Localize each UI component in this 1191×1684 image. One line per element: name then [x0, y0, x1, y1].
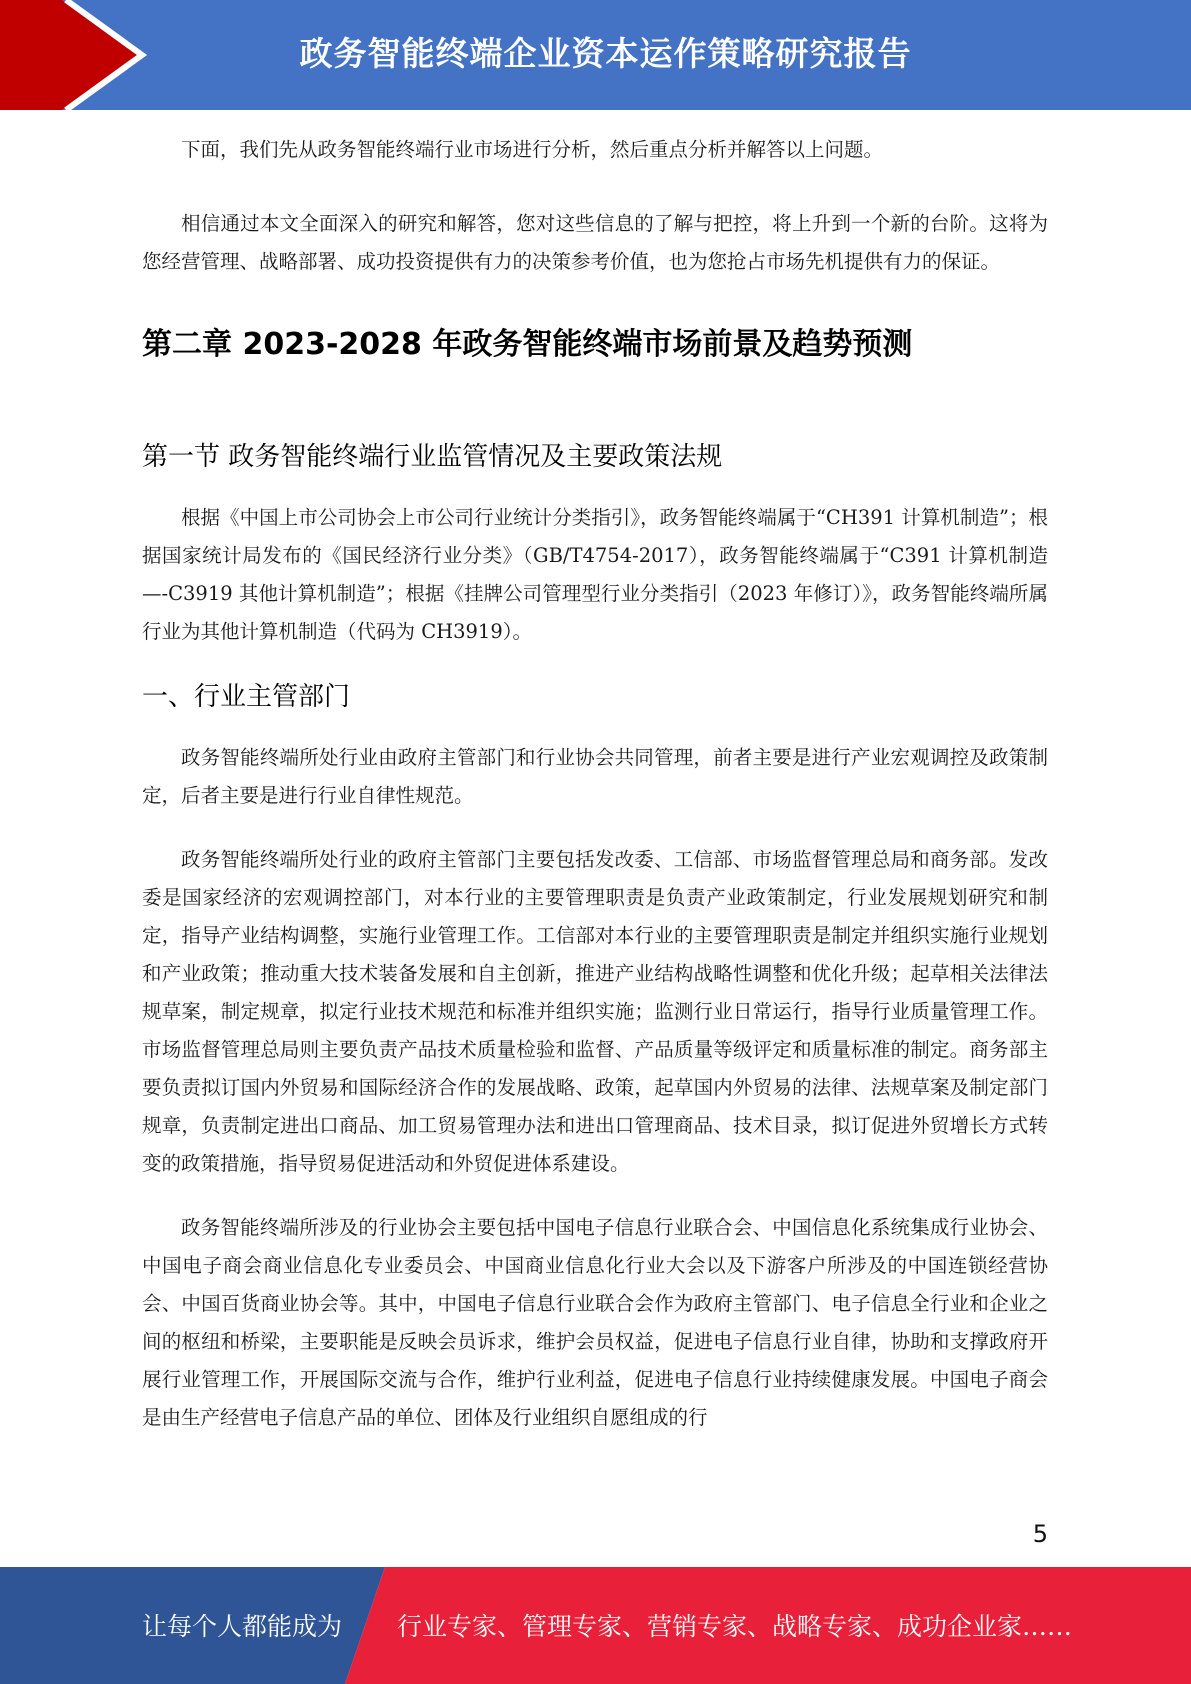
report-title: 政务智能终端企业资本运作策略研究报告 — [299, 34, 912, 73]
document-body — [142, 131, 1048, 1463]
subsection-paragraph-3: 政务智能终端所涉及的行业协会主要包括中国电子信息行业联合会、中国信息化系统集成行业协会、中国电子商会商业信息化专业委员会、中国商业信息化行业大会以及下游客户所涉及的中国连锁经营协会、中国百货商业协会等。其中，中国电子信息行业联合会作为政府主管部门、电子信息全行业和企业之间的枢纽和桥梁，主要职能是反映会员诉求，维护会员权益，促进电子信息行业自律，协助和支撑政府开展行业管理工作，开展国际交流与合作，维护行业利益，促进电子信息行业持续健康发展。中国电子商会是由生产经营电子信息产品的单位、团体及行业组织自愿组成的行 — [142, 1216, 1048, 1429]
section-title: 第一节 政务智能终端行业监管情况及主要政策法规 — [142, 442, 723, 472]
subsection-paragraph-2: 政务智能终端所处行业的政府主管部门主要包括发改委、工信部、市场监督管理总局和商务部。发改委是国家经济的宏观调控部门，对本行业的主要管理职责是负责产业政策制定，行业发展规划研究和制定，指导产业结构调整，实施行业管理工作。工信部对本行业的主要管理职责是制定并组织实施行业规划和产业政策；推动重大技术装备发展和自主创新，推进产业结构战略性调整和优化升级；起草相关法律法规草案，制定规章，拟定行业技术规范和标准并组织实施；监测行业日常运行，指导行业质量管理工作。市场监督管理总局则主要负责产品技术质量检验和监督、产品质量等级评定和质量标准的制定。商务部主要负责拟订国内外贸易和国际经济合作的发展战略、政策，起草国内外贸易的法律、法规草案及制定部门规章，负责制定进出口商品、加工贸易管理办法和进出口管理商品、技术目录，拟订促进外贸增长方式转变的政策措施，指导贸易促进活动和外贸促进体系建设。 — [142, 848, 1048, 1175]
subsection-title: 一、行业主管部门 — [142, 682, 351, 712]
intro-paragraph-1: 下面，我们先从政务智能终端行业市场进行分析，然后重点分析并解答以上问题。 — [181, 138, 884, 161]
footer-slogan-right: 行业专家、管理专家、营销专家、战略专家、成功企业家…… — [397, 1612, 1073, 1641]
page-number: 5 — [1032, 1520, 1048, 1548]
intro-paragraph-2: 相信通过本文全面深入的研究和解答，您对这些信息的了解与把控，将上升到一个新的台阶。这将为您经营管理、战略部署、成功投资提供有力的决策参考价值，也为您抢占市场先机提供有力的保证。 — [142, 212, 1048, 273]
page-footer — [0, 1567, 1191, 1684]
chapter-title: 第二章 2023-2028 年政务智能终端市场前景及趋势预测 — [142, 327, 913, 362]
section-paragraph: 根据《中国上市公司协会上市公司行业统计分类指引》，政务智能终端属于“CH391 计算机制造”；根据国家统计局发布的《国民经济行业分类》（GB/T4754-2017），政务智能终端属于“C391 计算机制造—-C3919 其他计算机制造”；根据《挂牌公司管理型行业分类指引（2023 年修订）》，政务智能终端所属行业为其他计算机制造（代码为 CH3919）。 — [142, 506, 1048, 643]
page-header — [0, 0, 1191, 110]
footer-slogan-left: 让每个人都能成为 — [142, 1612, 343, 1641]
subsection-paragraph-1: 政务智能终端所处行业由政府主管部门和行业协会共同管理，前者主要是进行产业宏观调控及政策制定，后者主要是进行行业自律性规范。 — [142, 746, 1048, 807]
